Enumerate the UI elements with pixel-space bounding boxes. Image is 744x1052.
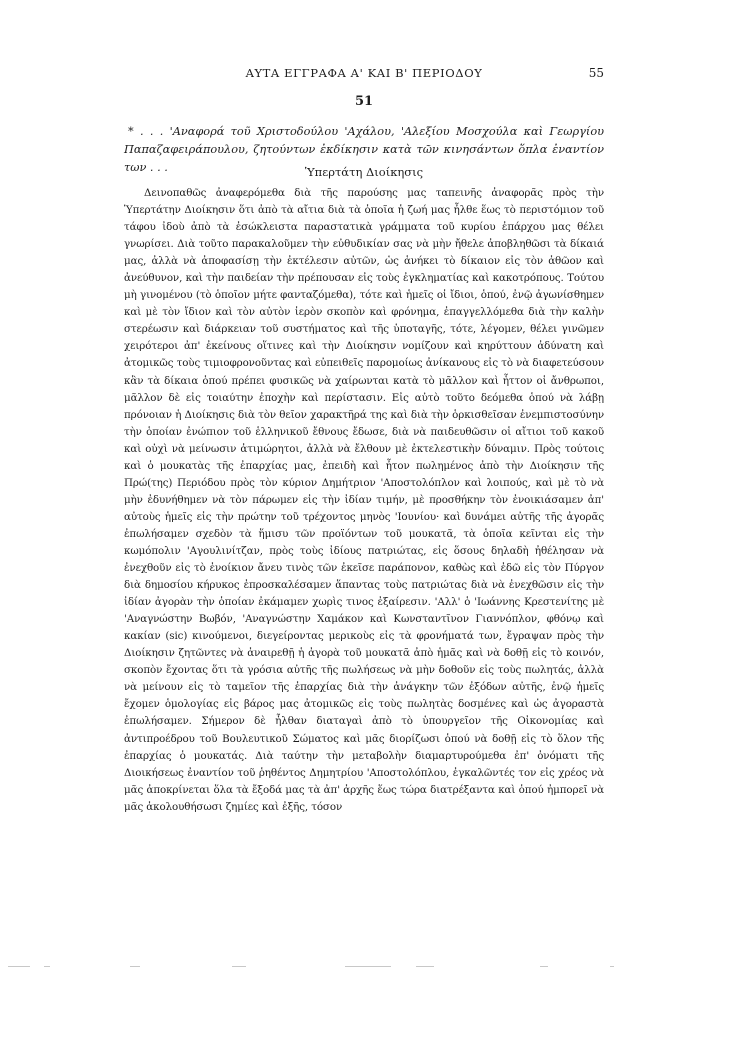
page-number: 55 [588, 66, 604, 80]
body-paragraph: Δεινοπαθῶς ἀναφερόμεθα διὰ τῆς παρούσης μας ταπεινῆς ἀναφορᾶς πρὸς τὴν Ὑπερτάτην Διοίκησιν ὅτι ἀπὸ τὰ αἴτια διὰ τὰ ὁποῖα ἡ ζωή μας ἦλθε ἕως τὸ περιστόμιον τοῦ τάφου ἰδοὺ ἀπὸ τὰ ἐσώκλειστα παραστατικὰ γράμματα τοῦ κυρίου ἐπάρχου μας θέλει γνωρίσει. Διὰ τοῦτο παρακαλοῦμεν τὴν εὐθυδικίαν σας νὰ μὴν ἤθελε ἀποβληθῶσι τὰ δίκαιά μας, ἀλλὰ νὰ ἀποφασίσῃ τὴν ἐκτέλεσιν αὐτῶν, ὡς ἁνήκει τὸ δίκαιον εἰς τὸν ἀθῶον καὶ ἀνεύθυνον, καὶ τὴν παιδείαν τὴν πρέπουσαν εἰς τοὺς ἐγκληματίας καὶ κακοτρόπους. Τούτου μὴ γινομένου (τὸ ὁποῖον μήτε φανταζόμεθα), τότε καὶ ἡμεῖς οἱ ἴδιοι, ὁπού, ἐνῷ ἀγωνίσθημεν καὶ μὲ τὸν ἴδιον καὶ τὸν αὐτὸν ἱερὸν σκοπὸν καὶ φρόνημα, ἐπαγγελλόμεθα διὰ τὴν καλὴν στερέωσιν καὶ διάρκειαν τοῦ συστήματος καὶ τῆς ὑποταγῆς, τότε, λέγομεν, θέλει γινῶμεν χειρότεροι ἀπ' ἐκείνους οἵτινες καὶ τὴν Διοίκησιν νομίζουν καὶ κηρύττουν ἀδύνατη καὶ ἀτομικῶς τοὺς τιμιοφρονοῦντας καὶ εὐπειθεῖς παρομοίως ἀνίκανους εἰς τὸ νὰ διαφετεύσουν κἂν τὰ δίκαια ὁπού πρέπει φυσικῶς νὰ χαίρωνται κατὰ τὸ μᾶλλον καὶ ἧττον οἱ ἄνθρωποι, μᾶλλον δὲ εἰς τοιαύτην ἐποχὴν καὶ περίστασιν. Εἰς αὐτὸ τοῦτο δεόμεθα ὁπού νὰ λάβῃ πρόνοιαν ἡ Διοίκησις διὰ τὸν θεῖον χαρακτῆρά της καὶ διὰ τὴν ὁρκισθεῖσαν ἐνεμπιστοσύνην τὴν ὁποίαν ἐνώπιον τοῦ ἑλληνικοῦ ἔθνους ἔδωσε, διὰ νὰ παιδευθῶσιν οἱ αἴτιοι τοῦ κακοῦ καὶ οὐχὶ νὰ μείνωσιν ἀτιμώρητοι, ἀλλὰ νὰ ἔλθουν μὲ ἐκτελεστικὴν δύναμιν. Πρὸς τούτοις καὶ ὁ μουκατὰς τῆς ἐπαρχίας μας, ἐπειδὴ καὶ ἦτον πωλημένος ἀπὸ τὴν Διοίκησιν τῆς Πρώ(της) Περιόδου πρὸς τὸν κύριον Δημήτριον 'Αποστολόπλον καὶ λοιπούς, καὶ μὲ τὸ νὰ μὴν ἐδυνήθημεν νὰ τὸν πάρωμεν εἰς τὴν ἰδίαν τιμήν, μὲ προσθήκην τὸν ἐνοικιάσαμεν ἀπ' αὐτοὺς ἡμεῖς εἰς τὴν πρώτην τοῦ τρέχοντος μηνὸς 'Ιουνίου· καὶ δυνάμει αὐτῆς τῆς ἀγορᾶς ἐπωλήσαμεν σχεδὸν τὰ ἥμισυ τῶν προϊόντων τοῦ μουκατᾶ, τὰ ὁποῖα κεῖνται εἰς τὴν κωμόπολιν 'Αγουλινίτζαν, πρὸς τοὺς ἰδίους πατριώτας, εἰς ὅσους δηλαδὴ ἠθέλησαν νὰ ἐνεχθοῦν εἰς τὸ ἐνοίκιον ἄνευ τινὸς τῶν ἐκεῖσε παράπονον, καθὼς καὶ ἐδῶ εἰς τὸν Πύργον διὰ δημοσίου κήρυκος ἐπροσκαλέσαμεν ἅπαντας τοὺς πατριώτας διὰ νὰ ἐνεχθῶσιν εἰς τὴν ἰδίαν ἀγορὰν τὴν ὁποίαν ἐκάμαμεν χωρὶς τινος ἐξαίρεσιν. 'Αλλ' ὁ 'Ιωάννης Κρεστενίτης μὲ 'Αναγνώστην Βωβόν, 'Αναγνώστην Χαμάκον καὶ Κωνσταντῖνον Γιαννόπλον, φθόνῳ καὶ κακίαν (sic) κινούμενοι, διεγείροντας μερικοὺς εἰς τὰ φρονήματά των, ἔγραψαν πρὸς τὴν Διοίκησιν ζητῶντες νὰ ἀναιρεθῇ ἡ ἀγορὰ τοῦ μουκατᾶ ἀπὸ ἡμᾶς καὶ νὰ δοθῇ εἰς τὸ κοινόν, σκοπὸν ἔχοντας ὅτι τὰ γρόσια αὐτῆς τῆς πωλήσεως νὰ μὴν δοθοῦν εἰς τοὺς πωλητάς, ἀλλὰ νὰ μείνουν εἰς τὸ ταμεῖον τῆς ἐπαρχίας διὰ τὴν ἀνάγκην τῶν ἐξόδων αὐτῆς, ἐνῷ ἡμεῖς ἔχομεν ὁμολογίας εἰς βάρος μας ἀτομικῶς εἰς τοὺς πωλητὰς δοσμένες καὶ ὡς ἀγοραστὰ ἐπωλήσαμεν. Σήμερον δὲ ἦλθαν διαταγαὶ ἀπὸ τὸ ὑπουργεῖον τῆς Οἰκονομίας καὶ ἀντιπροέδρου τοῦ Βουλευτικοῦ Σώματος καὶ μᾶς διορίζωσι ὁπού νὰ δοθῇ εἰς τὸ ὅλον τῆς ἐπαρχίας ὁ μουκατάς. Διὰ ταύτην τὴν μεταβολὴν διαμαρτυρούμεθα ἐπ' ὀνόματι τῆς Διοικήσεως ἐναντίον τοῦ ῥηθέντος Δημητρίου 'Αποστολόπλου, ἐγκαλῶντές τον εἰς χρέος νὰ μᾶς ἀποκρίνεται ὅλα τὰ ἔξοδά μας τὰ ἀπ' ἀρχῆς ἕως τώρα διατρέξαντα καὶ ὁπού ἠμπορεῖ νὰ μᾶς ἀκολουθήσωσι ζημίες καὶ ἐξῆς, τόσον [124, 187, 604, 813]
running-header [124, 66, 604, 84]
addressee-line: Ὑπερτάτη Διοίκησις [304, 165, 424, 179]
scan-artifact-line [0, 966, 744, 970]
document-number: 51 [354, 94, 374, 109]
running-title: ΑΥΤΑ ΕΓΓΡΑΦΑ Α' ΚΑΙ Β' ΠΕΡΙΟΔΟΥ [245, 66, 483, 80]
document-heading: * . . . 'Αναφορά τοῦ Χριστοδούλου 'Αχάλου, 'Αλεξίου Μοσχούλα καὶ Γεωργίου Παπαζαφειράπουλου, ζητούντων ἐκδίκησιν κατὰ τῶν κινησάντων ὅπλα ἐναντίον των . . . [124, 125, 604, 174]
